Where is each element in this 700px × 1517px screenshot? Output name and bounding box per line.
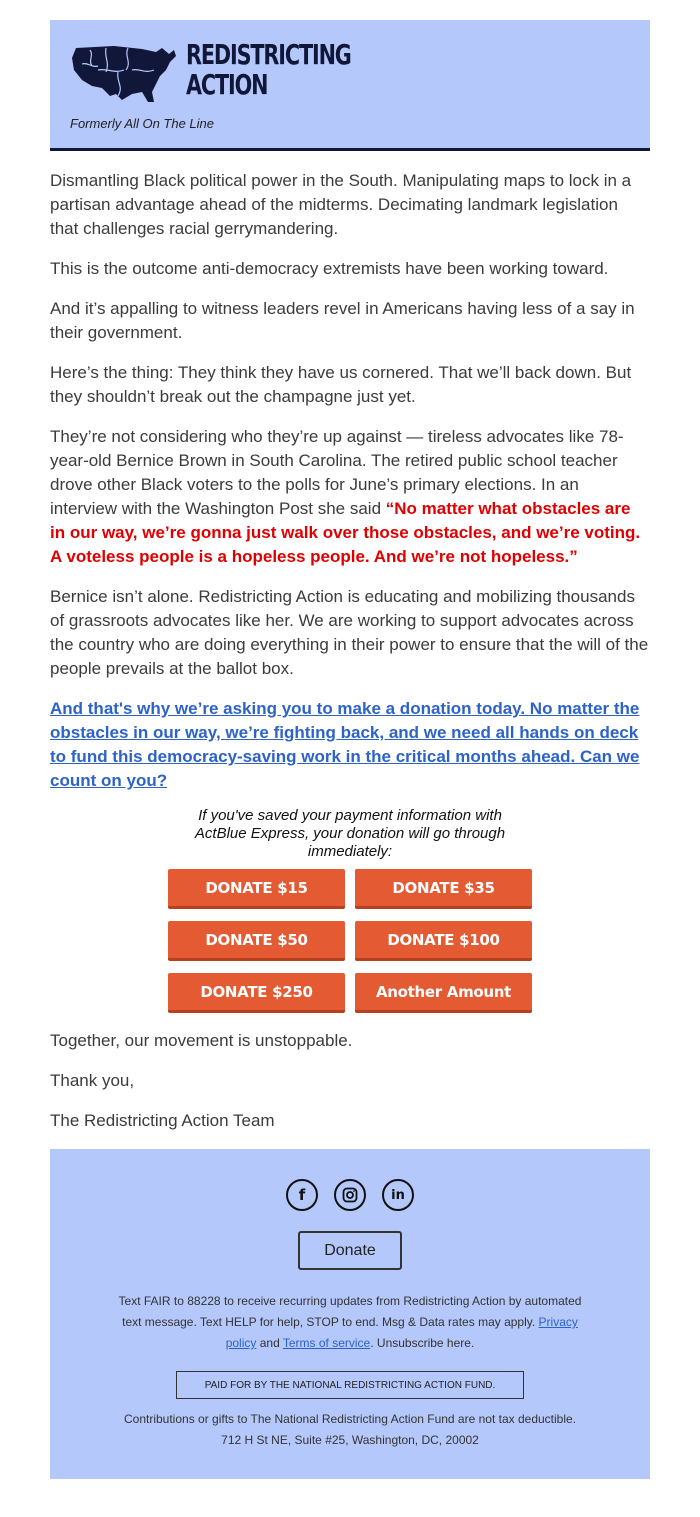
donate-other-amount-button[interactable]: Another Amount — [355, 973, 532, 1013]
paragraph-5-intro: They’re not considering who they’re up against — tireless advocates like 78-year-old Bernice Brown in South Carolina. The retired public school teacher drove other Black voters to the polls for June’s primary elections. In an interview with the Washington Post she said — [50, 427, 624, 518]
sign-off: Thank you, — [50, 1071, 135, 1090]
usa-puzzle-map-icon — [70, 40, 178, 106]
bernice-quote: “No matter what obstacles are in our way, we’re gonna just walk over those obstacles, and we’re voting. A voteless people is a hopeless people. And we’re not hopeless.” — [50, 499, 641, 566]
email-body — [50, 151, 650, 1133]
header-tagline: Formerly All On The Line — [70, 116, 215, 131]
actblue-express-note: If you've saved your payment information with ActBlue Express, your donation will go through immediately: — [194, 807, 506, 860]
linkedin-icon[interactable]: in — [382, 1179, 414, 1211]
paragraph-5 — [50, 425, 650, 569]
sms-text: Text FAIR to 88228 to receive recurring updates from Redistricting Action by automated text message. Text HELP for help, STOP to end. Msg & Data rates may apply. — [118, 1294, 582, 1329]
social-links — [50, 1179, 650, 1211]
paragraph-6: Bernice isn’t alone. Redistricting Action is educating and mobilizing thousands of grassroots advocates like her. We are working to support advocates across the country who are doing everything in their power to ensure that the will of the people prevails at the ballot box. — [50, 587, 649, 678]
paragraph-2: This is the outcome anti-democracy extremists have been working toward. — [50, 259, 609, 278]
paid-for-disclaimer: PAID FOR BY THE NATIONAL REDISTRICTING ACTION FUND. — [176, 1371, 524, 1399]
privacy-policy-link[interactable]: Privacy policy — [225, 1315, 578, 1350]
donate-button-grid — [168, 869, 532, 1013]
paragraph-1: Dismantling Black political power in the South. Manipulating maps to lock in a partisan advantage ahead of the midterms. Decimating landmark legislation that challenges racial gerrymandering. — [50, 171, 632, 238]
instagram-icon[interactable] — [334, 1179, 366, 1211]
legal-info — [70, 1409, 630, 1451]
footer-donate-button[interactable]: Donate — [298, 1231, 402, 1270]
unsubscribe-text: . Unsubscribe here. — [370, 1336, 475, 1350]
tax-deductible-note: Contributions or gifts to The National Redistricting Action Fund are not tax deductible. — [123, 1412, 577, 1426]
logo-line-2: ACTION — [186, 68, 268, 101]
paragraph-4: Here’s the thing: They think they have us cornered. That we’ll back down. But they shouldn’t break out the champagne just yet. — [50, 363, 632, 406]
signature: The Redistricting Action Team — [50, 1111, 275, 1130]
email-footer — [50, 1149, 650, 1479]
and-text: and — [256, 1336, 283, 1350]
mailing-address: 712 H St NE, Suite #25, Washington, DC, 20002 — [221, 1433, 479, 1447]
facebook-icon[interactable]: f — [286, 1179, 318, 1211]
donation-ask-link[interactable]: And that's why we’re asking you to make a donation today. No matter the obstacles in our way, we’re fighting back, and we need all hands on deck to fund this democracy-saving work in the critical months ahead. Can we count on you? — [50, 699, 640, 790]
donate-35-button[interactable]: DONATE $35 — [355, 869, 532, 909]
logo-wordmark — [186, 40, 351, 100]
donate-250-button[interactable]: DONATE $250 — [168, 973, 345, 1013]
sms-disclaimer — [110, 1291, 590, 1354]
closing-line: Together, our movement is unstoppable. — [50, 1031, 353, 1050]
donate-50-button[interactable]: DONATE $50 — [168, 921, 345, 961]
terms-of-service-link[interactable]: Terms of service — [282, 1336, 371, 1350]
paragraph-3: And it’s appalling to witness leaders revel in Americans having less of a say in their government. — [50, 299, 635, 342]
email-container — [50, 20, 650, 1479]
logo-line-1: REDISTRICTING — [186, 38, 351, 71]
email-header — [50, 20, 650, 151]
donate-100-button[interactable]: DONATE $100 — [355, 921, 532, 961]
donate-15-button[interactable]: DONATE $15 — [168, 869, 345, 909]
